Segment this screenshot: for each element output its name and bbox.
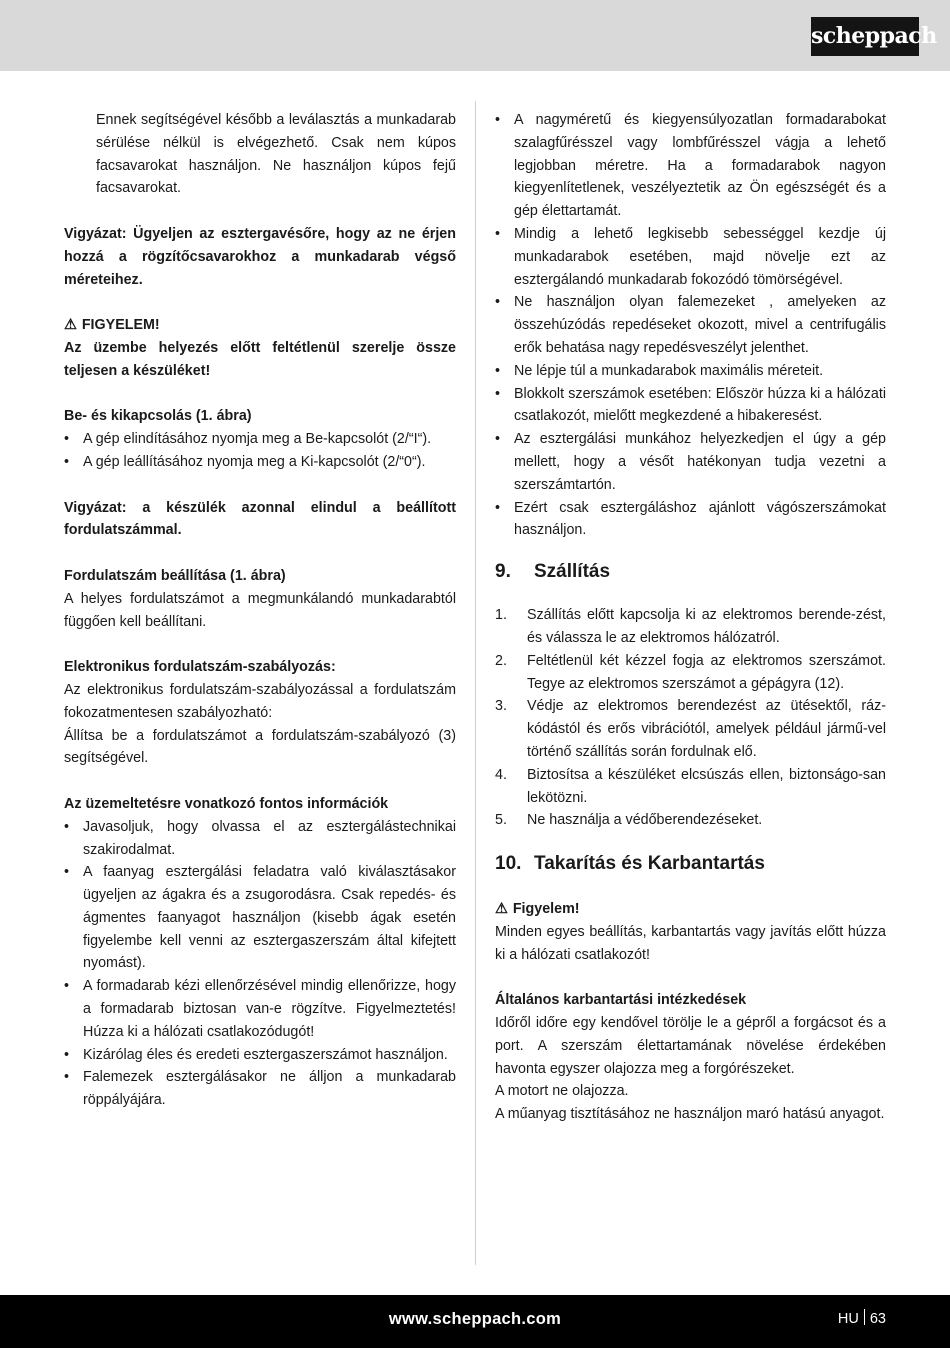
left-column [64,109,456,1112]
info-heading: Az üzemeltetésre vonatkozó fontos információk [64,795,389,812]
item-number: 4. [495,766,507,783]
info-list [64,816,456,1112]
item-text: Biztosítsa a készüléket elcsúszás ellen, biztonságo-san lekötözni. [527,766,886,806]
warning-text: Minden egyes beállítás, karbantartás vagy javítás előtt húzza ki a hálózati csatlakozót! [495,923,886,963]
brand-logo: scheppach [811,17,919,56]
caution-start: Vigyázat: a készülék azonnal elindul a beállított fordulatszámmal. [64,499,456,539]
item-number: 1. [495,607,507,624]
intro-paragraph: Ennek segítségével később a leválasztás a munkadarab sérülése nélkül is elvégezhető. Csak nem kúpos facsavarokat használjon. Ne használjon kúpos fejű facsavarokat. [96,112,456,197]
list-item: • Blokkolt szerszámok esetében: Először húzza ki a hálózati csatlakozót, mielőtt megkezdené a hibakeresést. [495,383,886,429]
elec-text: Állítsa be a fordulatszámot a fordulatszám-szabályozó (3) segítségével. [64,727,456,767]
item-text: Szállítás előtt kapcsolja ki az elektromos berende-zést, és válassza le az elektromos hálózatról. [527,607,886,646]
section-number: 9. [495,561,511,583]
list-item: • Mindig a lehető legkisebb sebességgel kezdje új munkadarabok esetében, majd növelje ezt az esztergálandó munkadarab fokozódó tömörségével. [495,223,886,291]
speed-heading: Fordulatszám beállítása (1. ábra) [64,567,286,584]
list-item [495,604,886,650]
list-item: • Kizárólag éles és eredeti esztergaszerszámot használjon. [64,1044,456,1067]
list-item [495,650,886,696]
page-footer [0,1295,950,1348]
section-number: 10. [495,853,522,875]
list-item [495,809,886,832]
list-item: • A gép leállításához nyomja meg a Ki-kapcsolót (2/“0“). [64,451,456,474]
item-text: Védje az elektromos berendezést az ütésektől, ráz-kódástól és erős vibrációtól, amelyek például jármű-vel történő szállítás során fordulnak elő. [527,698,886,760]
list-item: • A faanyag esztergálási feladatra való kiválasztásakor ügyeljen az ágakra és a zsugorodásra. Csak repedés- és ágmentes faanyagot használjon (kisebb ágak esetén figyelembe kell venni az esztergaszerszám által kifejtett nyomást). [64,861,456,975]
website-link[interactable]: www.scheppach.com [388,1310,562,1328]
maintenance-text: A motort ne olajozza. [495,1083,629,1100]
language-code: HU [837,1311,859,1327]
maintenance-text: A műanyag tisztításához ne használjon maró hatású anyagot. [495,1106,885,1123]
column-divider [475,101,476,1265]
list-item: • Falemezek esztergálásakor ne álljon a munkadarab röppályájára. [64,1066,456,1112]
warning-heading [495,898,886,921]
section-title: Takarítás és Karbantartás [534,853,765,875]
list-item [495,764,886,810]
item-number: 2. [495,652,507,669]
list-item: • Javasoljuk, hogy olvassa el az esztergálástechnikai szakirodalmat. [64,816,456,862]
elec-text: Az elektronikus fordulatszám-szabályozással a fordulatszám fokozatmentesen szabályozható: [64,681,456,721]
section-title: Szállítás [534,561,611,583]
caution-tool-rest: Vigyázat: Ügyeljen az esztergavésőre, hogy az ne érjen hozzá a rögzítőcsavarokhoz a munkadarab végső méreteihez. [64,225,456,288]
item-text: Ne használja a védőberendezéseket. [527,812,763,829]
item-number: 5. [495,812,507,829]
elec-heading: Elektronikus fordulatszám-szabályozás: [64,659,336,676]
separator [864,1309,865,1325]
warning-heading [64,314,456,337]
right-column [495,109,886,1126]
list-item: • A formadarab kézi ellenőrzésével mindig ellenőrizze, hogy a formadarab biztosan van-e rögzítve. Figyelmeztetés! Húzza ki a hálózati csatlakozódugót! [64,975,456,1043]
list-item [495,695,886,763]
onoff-list [64,428,456,474]
operation-tips-list [495,109,886,542]
section-heading-transport [495,560,886,584]
warning-triangle-icon: ⚠ [495,901,508,918]
list-item: • Ne használjon olyan falemezeket , amelyeken az összehúzódás repedéseket okozott, mivel a centrifugális erők behatása nagy repedésveszélyt jelenthet. [495,291,886,359]
warning-title: Figyelem! [512,901,580,918]
page-number: 63 [869,1311,886,1327]
warning-title: FIGYELEM! [81,317,160,334]
page-header [0,0,950,71]
list-item: • Ezért csak esztergáláshoz ajánlott vágószerszámokat használjon. [495,497,886,543]
section-heading-maintenance [495,852,886,876]
list-item: • Ne lépje túl a munkadarabok maximális méreteit. [495,360,886,383]
list-item: • A nagyméretű és kiegyensúlyozatlan formadarabokat szalagfűrésszel vagy lombfűrésszel vágja a lehető legjobban méretre. Ha a formadarabok nagyon kiegyenlítetlenek, veszélyeztetik az Ön egészségét és a gép élettartamát. [495,109,886,223]
onoff-heading: Be- és kikapcsolás (1. ábra) [64,408,252,425]
maintenance-text: Időről időre egy kendővel törölje le a gépről a forgácsot és a port. A szerszám élettartamának növelése érdekében havonta egyszer olajozza meg a forgórészeket. [495,1015,886,1077]
maintenance-heading: Általános karbantartási intézkedések [495,992,747,1009]
warning-text: Az üzembe helyezés előtt feltétlenül szerelje össze teljesen a készüléket! [64,339,456,379]
speed-text: A helyes fordulatszámot a megmunkálandó munkadarabtól függően kell beállítani. [64,590,456,630]
item-text: Feltétlenül két kézzel fogja az elektromos szerszámot. Tegye az elektromos szerszámot a gépágyra (12). [527,652,886,692]
page-indicator [838,1295,886,1343]
warning-triangle-icon: ⚠ [64,317,77,334]
item-number: 3. [495,698,507,715]
list-item: • Az esztergálási munkához helyezkedjen el úgy a gép mellett, hogy a vésőt hatékonyan tudja vezetni a szerszámtartón. [495,428,886,496]
transport-list [495,604,886,832]
list-item: • A gép elindításához nyomja meg a Be-kapcsolót (2/“I“). [64,428,456,451]
